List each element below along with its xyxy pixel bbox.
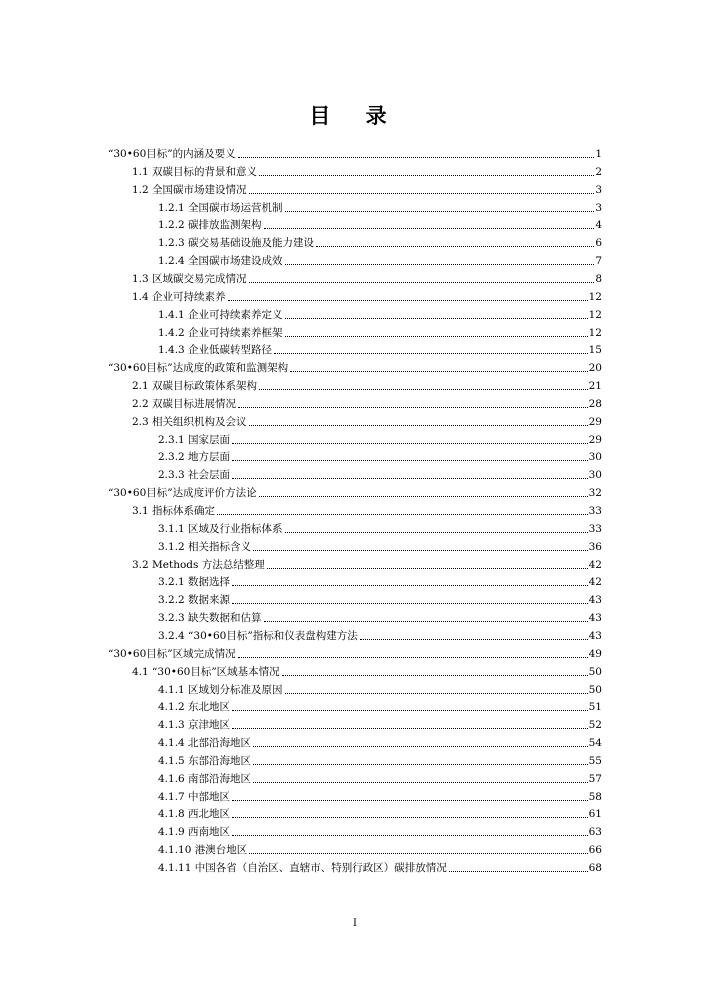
toc-dot-leader: [232, 603, 588, 604]
toc-dot-leader: [249, 193, 595, 194]
toc-entry[interactable]: [132, 268, 602, 286]
toc-entry-title: 1.1 双碳目标的背景和意义: [132, 165, 258, 178]
toc-entry[interactable]: [158, 536, 602, 554]
toc-entry[interactable]: [158, 518, 602, 536]
toc-entry-title: 4.1.5 东部沿海地区: [158, 754, 252, 767]
page-number-footer: I: [353, 918, 357, 929]
toc-dot-leader: [232, 478, 588, 479]
toc-entry[interactable]: [108, 143, 602, 161]
toc-dot-leader: [285, 532, 588, 533]
toc-entry[interactable]: [158, 464, 602, 482]
toc-entry-title: 2.1 双碳目标政策体系架构: [132, 380, 258, 393]
toc-dot-leader: [285, 336, 588, 337]
toc-entry[interactable]: [158, 750, 602, 768]
toc-dot-leader: [238, 407, 588, 408]
toc-dot-leader: [259, 175, 594, 176]
toc-entry-title: “30•60目标”达成度的政策和监测架构: [108, 362, 289, 375]
toc-entry[interactable]: [158, 732, 602, 750]
toc-entry[interactable]: [158, 786, 602, 804]
toc-entry-page: 57: [588, 772, 602, 785]
toc-entry-page: 51: [588, 701, 602, 714]
toc-entry-page: 29: [588, 415, 602, 428]
toc-entry[interactable]: [158, 625, 602, 643]
toc-dot-leader: [249, 282, 595, 283]
toc-entry-page: 52: [588, 719, 602, 732]
toc-entry[interactable]: [132, 411, 602, 429]
toc-dot-leader: [232, 728, 588, 729]
toc-dot-leader: [253, 782, 588, 783]
toc-entry-page: 28: [588, 397, 602, 410]
toc-dot-leader: [253, 764, 588, 765]
toc-entry-title: 4.1.8 西北地区: [158, 808, 231, 821]
toc-dot-leader: [232, 460, 588, 461]
toc-entry-page: 58: [588, 790, 602, 803]
toc-entry-title: 4.1 “30•60目标”区域基本情况: [132, 665, 280, 678]
toc-entry[interactable]: [158, 696, 602, 714]
toc-entry-page: 42: [588, 576, 602, 589]
toc-entry-title: 2.3.1 国家层面: [158, 433, 231, 446]
toc-entry-page: 42: [588, 558, 602, 571]
toc-dot-leader: [285, 264, 595, 265]
toc-dot-leader: [249, 853, 587, 854]
toc-entry[interactable]: [158, 607, 602, 625]
toc-entry-page: 55: [588, 754, 602, 767]
page-title: 目 录: [309, 103, 401, 128]
toc-entry[interactable]: [158, 232, 602, 250]
toc-entry[interactable]: [132, 161, 602, 179]
toc-entry-title: 3.1 指标体系确定: [132, 505, 216, 517]
toc-dot-leader: [285, 318, 588, 319]
toc-dot-leader: [232, 817, 588, 818]
toc-entry-page: 3: [595, 183, 602, 196]
toc-entry[interactable]: [158, 197, 602, 215]
toc-entry-page: 63: [588, 826, 602, 839]
toc-dot-leader: [259, 389, 588, 390]
toc-entry-title: “30•60目标”的内涵及要义: [108, 148, 236, 160]
toc-entry[interactable]: [132, 375, 602, 393]
toc-entry-title: 4.1.7 中部地区: [158, 790, 231, 803]
toc-entry-page: 68: [588, 862, 602, 874]
toc-entry-page: 30: [588, 469, 602, 482]
toc-entry[interactable]: [132, 554, 602, 572]
toc-dot-leader: [253, 550, 588, 551]
toc-entry-title: 1.2.2 碳排放监测架构: [158, 219, 262, 232]
toc-entry-page: 32: [588, 487, 602, 500]
toc-entry-title: “30•60目标”达成度评价方法论: [108, 487, 257, 500]
toc-dot-leader: [290, 371, 587, 372]
toc-entry-title: 1.2.4 全国碳市场建设成效: [158, 255, 283, 268]
toc-entry-title: 3.1.2 相关指标含义: [158, 540, 252, 553]
toc-entry-page: 33: [588, 505, 602, 517]
toc-entry-title: 3.2 Methods 方法总结整理: [132, 558, 265, 571]
toc-entry-title: 1.3 区域碳交易完成情况: [132, 272, 247, 285]
toc-entry-title: 2.3.2 地方层面: [158, 451, 231, 464]
toc-dot-leader: [316, 246, 594, 247]
toc-entry-title: “30•60目标”区域完成情况: [108, 647, 236, 660]
toc-entry[interactable]: [158, 803, 602, 821]
toc-entry[interactable]: [158, 857, 602, 875]
toc-entry-title: 1.4.3 企业低碳转型路径: [158, 344, 273, 357]
toc-entry[interactable]: [158, 339, 602, 357]
toc-entry-page: 43: [588, 629, 602, 642]
toc-entry-page: 43: [588, 594, 602, 607]
toc-entry-page: 30: [588, 451, 602, 464]
toc-entry-page: 2: [595, 165, 602, 178]
toc-entry-title: 3.2.2 数据来源: [158, 594, 231, 607]
toc-entry-page: 3: [595, 201, 602, 214]
toc-dot-leader: [274, 353, 588, 354]
toc-entry-title: 1.4.1 企业可持续素养定义: [158, 308, 283, 321]
toc-entry-page: 36: [588, 540, 602, 553]
toc-dot-leader: [360, 639, 588, 640]
toc-entry-title: 4.1.9 西南地区: [158, 826, 231, 839]
toc-entry-page: 66: [588, 844, 602, 857]
toc-dot-leader: [249, 425, 588, 426]
toc-dot-leader: [217, 514, 588, 515]
toc-entry-page: 21: [588, 380, 602, 393]
toc-entry-page: 50: [588, 683, 602, 696]
toc-entry-title: 4.1.1 区域划分标准及原因: [158, 683, 283, 696]
toc-dot-leader: [232, 835, 588, 836]
toc-entry-page: 8: [595, 272, 602, 285]
toc-entry-page: 15: [588, 344, 602, 357]
toc-entry[interactable]: [158, 714, 602, 732]
toc-entry-page: 43: [588, 612, 602, 625]
toc-entry-title: 1.2 全国碳市场建设情况: [132, 183, 247, 196]
toc-entry[interactable]: [108, 482, 602, 500]
toc-entry-title: 4.1.6 南部沿海地区: [158, 772, 252, 785]
toc-dot-leader: [282, 675, 588, 676]
toc-entry[interactable]: [108, 357, 602, 375]
toc-entry-title: 4.1.2 东北地区: [158, 701, 231, 714]
toc-entry-title: 3.2.4 “30•60目标”指标和仪表盘构建方法: [158, 629, 358, 642]
toc-entry[interactable]: [158, 214, 602, 232]
toc-entry[interactable]: [158, 250, 602, 268]
toc-entry-title: 1.4.2 企业可持续素养框架: [158, 326, 283, 339]
toc-entry-title: 2.3 相关组织机构及会议: [132, 415, 247, 428]
toc-dot-leader: [267, 568, 588, 569]
toc-entry-page: 12: [588, 326, 602, 339]
toc-entry-page: 49: [588, 647, 602, 660]
toc-entry[interactable]: [158, 589, 602, 607]
toc-dot-leader: [232, 800, 588, 801]
toc-entry-page: 50: [588, 665, 602, 678]
toc-entry-title: 4.1.11 中国各省（自治区、直辖市、特别行政区）碳排放情况: [158, 862, 447, 874]
toc-entry-title: 3.2.3 缺失数据和估算: [158, 612, 262, 625]
toc-dot-leader: [449, 871, 588, 872]
toc-dot-leader: [264, 228, 595, 229]
toc-entry-page: 4: [595, 219, 602, 232]
toc-dot-leader: [238, 157, 595, 158]
toc-entry[interactable]: [158, 768, 602, 786]
toc-entry[interactable]: [132, 393, 602, 411]
toc-entry[interactable]: [132, 661, 602, 679]
toc-entry-title: 1.2.3 碳交易基础设施及能力建设: [158, 237, 315, 250]
toc-entry[interactable]: [158, 446, 602, 464]
toc-entry[interactable]: [158, 821, 602, 839]
toc-entry-page: 54: [588, 737, 602, 750]
toc-entry-page: 12: [588, 308, 602, 321]
toc-entry-page: 6: [595, 237, 602, 250]
toc-entry-page: 1: [595, 148, 602, 160]
toc-dot-leader: [253, 746, 588, 747]
toc-entry-page: 33: [588, 522, 602, 535]
toc-entry-title: 3.1.1 区域及行业指标体系: [158, 522, 283, 535]
toc-entry-page: 7: [595, 255, 602, 268]
toc-dot-leader: [232, 710, 588, 711]
toc-dot-leader: [264, 621, 588, 622]
toc-entry[interactable]: [158, 839, 602, 857]
toc-entry-page: 61: [588, 808, 602, 821]
toc-entry-title: 4.1.4 北部沿海地区: [158, 737, 252, 750]
toc-entry[interactable]: [132, 179, 602, 197]
toc-dot-leader: [238, 657, 588, 658]
toc-entry[interactable]: [132, 286, 602, 304]
toc-entry[interactable]: [158, 304, 602, 322]
toc-entry[interactable]: [108, 643, 602, 661]
toc-entry-page: 29: [588, 433, 602, 446]
toc-entry[interactable]: [158, 429, 602, 447]
toc-entry-page: 12: [588, 290, 602, 303]
toc-entry-title: 1.4 企业可持续素养: [132, 290, 226, 303]
toc-entry[interactable]: [158, 679, 602, 697]
toc-dot-leader: [259, 496, 588, 497]
toc-dot-leader: [232, 443, 588, 444]
toc-entry-title: 1.2.1 全国碳市场运营机制: [158, 201, 283, 214]
toc-entry-title: 3.2.1 数据选择: [158, 576, 231, 589]
toc-entry-title: 2.2 双碳目标进展情况: [132, 397, 237, 410]
toc-dot-leader: [285, 211, 595, 212]
toc-entry[interactable]: [158, 571, 602, 589]
toc-dot-leader: [228, 300, 588, 301]
toc-entry[interactable]: [132, 500, 602, 518]
toc-entry-title: 4.1.3 京津地区: [158, 719, 231, 732]
toc-entry-title: 4.1.10 港澳台地区: [158, 844, 248, 857]
toc-dot-leader: [232, 585, 588, 586]
toc-entry-page: 20: [588, 362, 602, 375]
toc-entry-title: 2.3.3 社会层面: [158, 469, 231, 482]
toc-entry[interactable]: [158, 322, 602, 340]
toc-dot-leader: [285, 693, 588, 694]
